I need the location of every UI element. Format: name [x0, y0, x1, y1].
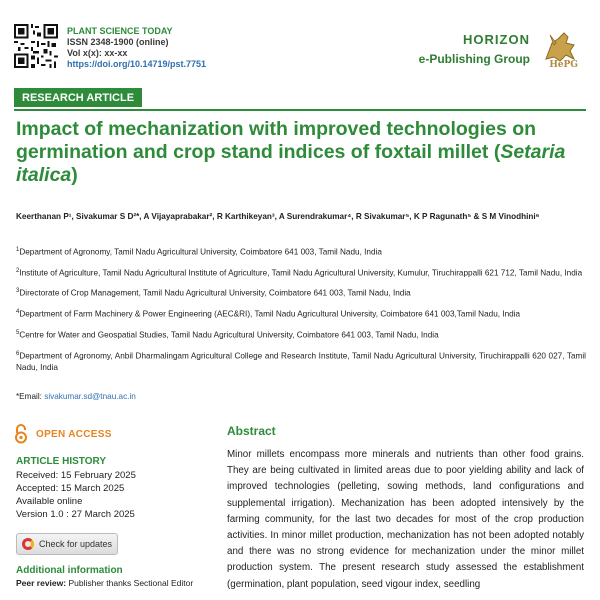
article-sidebar [16, 456, 196, 589]
journal-issn: ISSN 2348-1900 (online) [67, 37, 169, 47]
open-access-lock-icon [14, 424, 28, 444]
history-version: Version 1.0 : 27 March 2025 [16, 509, 135, 520]
abstract-section [227, 424, 584, 593]
history-accepted: Accepted: 15 March 2025 [16, 483, 125, 494]
doi-link[interactable]: https://doi.org/10.14719/pst.7751 [67, 59, 207, 69]
check-updates-icon [22, 538, 34, 550]
check-updates-label: Check for updates [39, 539, 113, 549]
author-list: Keerthanan P¹, Sivakumar S D²*, A Vijayaprabakar², R Karthikeyan³, A Surendrakumar⁴, R Sivakumar⁵, K P Ragunath⁵ & S M Vinodhini⁶ [16, 212, 540, 221]
header-divider [14, 109, 586, 111]
qr-code-icon [14, 24, 58, 68]
title-species: Setaria italica [16, 141, 566, 186]
check-for-updates-button[interactable] [16, 533, 118, 555]
history-received: Received: 15 February 2025 [16, 470, 136, 481]
abstract-heading: Abstract [227, 424, 276, 438]
additional-info-heading: Additional information [16, 565, 123, 576]
publisher-name [419, 32, 530, 68]
article-title [16, 118, 576, 187]
affiliation: $^3$Directorate of Crop Management, Tamil Nadu Agricultural University, Coimbatore 641 003, Tamil Nadu, India [16, 288, 411, 299]
email-link[interactable]: sivakumar.sd@tnau.ac.in [44, 392, 136, 401]
open-access-label: OPEN ACCESS [36, 428, 112, 440]
affiliation: $^1$Department of Agronomy, Tamil Nadu Agricultural University, Coimbatore 641 003, Tamil Nadu, India [16, 247, 382, 257]
corresponding-email [16, 392, 136, 401]
title-end: ) [71, 164, 78, 186]
affiliation: $^5$Centre for Water and Geospatial Studies, Tamil Nadu Agricultural University, Coimbatore 641 003, Tamil Nadu, India [16, 329, 439, 340]
publisher-logo-text: HePG [549, 60, 578, 70]
affiliation: $^4$Department of Farm Machinery & Power Engineering (AEC&RI), Tamil Nadu Agricultural University, Coimbatore 641 003,Tamil Nadu, India [16, 309, 521, 319]
history-available: Available online [16, 496, 83, 507]
article-type-badge: RESEARCH ARTICLE [14, 88, 142, 107]
abstract-text: Minor millets encompass more minerals and nutrients than other food grains. They are being cultivated in limited areas due to poor yielding ability and lack of improved technologies (pelleting, sowing methods, land configurations and supplemental irrigation). Mechanization has been adopted intensively by the farming community, for the last two decades for most of the crop production activities. In minor millet production, mechanization has not been adopted notably and there was no strong evidence for mechanization under the minor millet production system. The present research study assessed the establishment (germination, plant population, seed vigour index, seedling [227, 449, 584, 590]
affiliation: $^6$Department of Agronomy, Anbil Dharmalingam Agricultural College and Research Institute, Tamil Nadu Agricultural University, Tiruchirappalli 620 027, Tamil Nadu, India [16, 350, 586, 373]
publisher-line2: e-Publishing Group [418, 52, 530, 66]
affiliation: $^2$Institute of Agriculture, Tamil Nadu Agricultural Institute of Agriculture, Tamil Nadu Agricultural University, Kumulur, Tiruchirappalli 621 712, Tamil Nadu, India [16, 267, 583, 278]
open-access [14, 424, 112, 444]
email-label: *Email: [16, 392, 45, 401]
journal-info [67, 26, 206, 70]
history-heading: ARTICLE HISTORY [16, 456, 107, 467]
affiliations [16, 244, 586, 380]
journal-volume: Vol x(x): xx-xx [67, 48, 128, 58]
journal-name: PLANT SCIENCE TODAY [67, 26, 173, 36]
publisher-line1: HORIZON [463, 32, 530, 47]
title-main: Impact of mechanization with improved technologies on germination and crop stand indices of foxtail millet ( [16, 118, 537, 163]
peer-review-text: Peer review: Publisher thanks Sectional Editor [16, 578, 194, 588]
